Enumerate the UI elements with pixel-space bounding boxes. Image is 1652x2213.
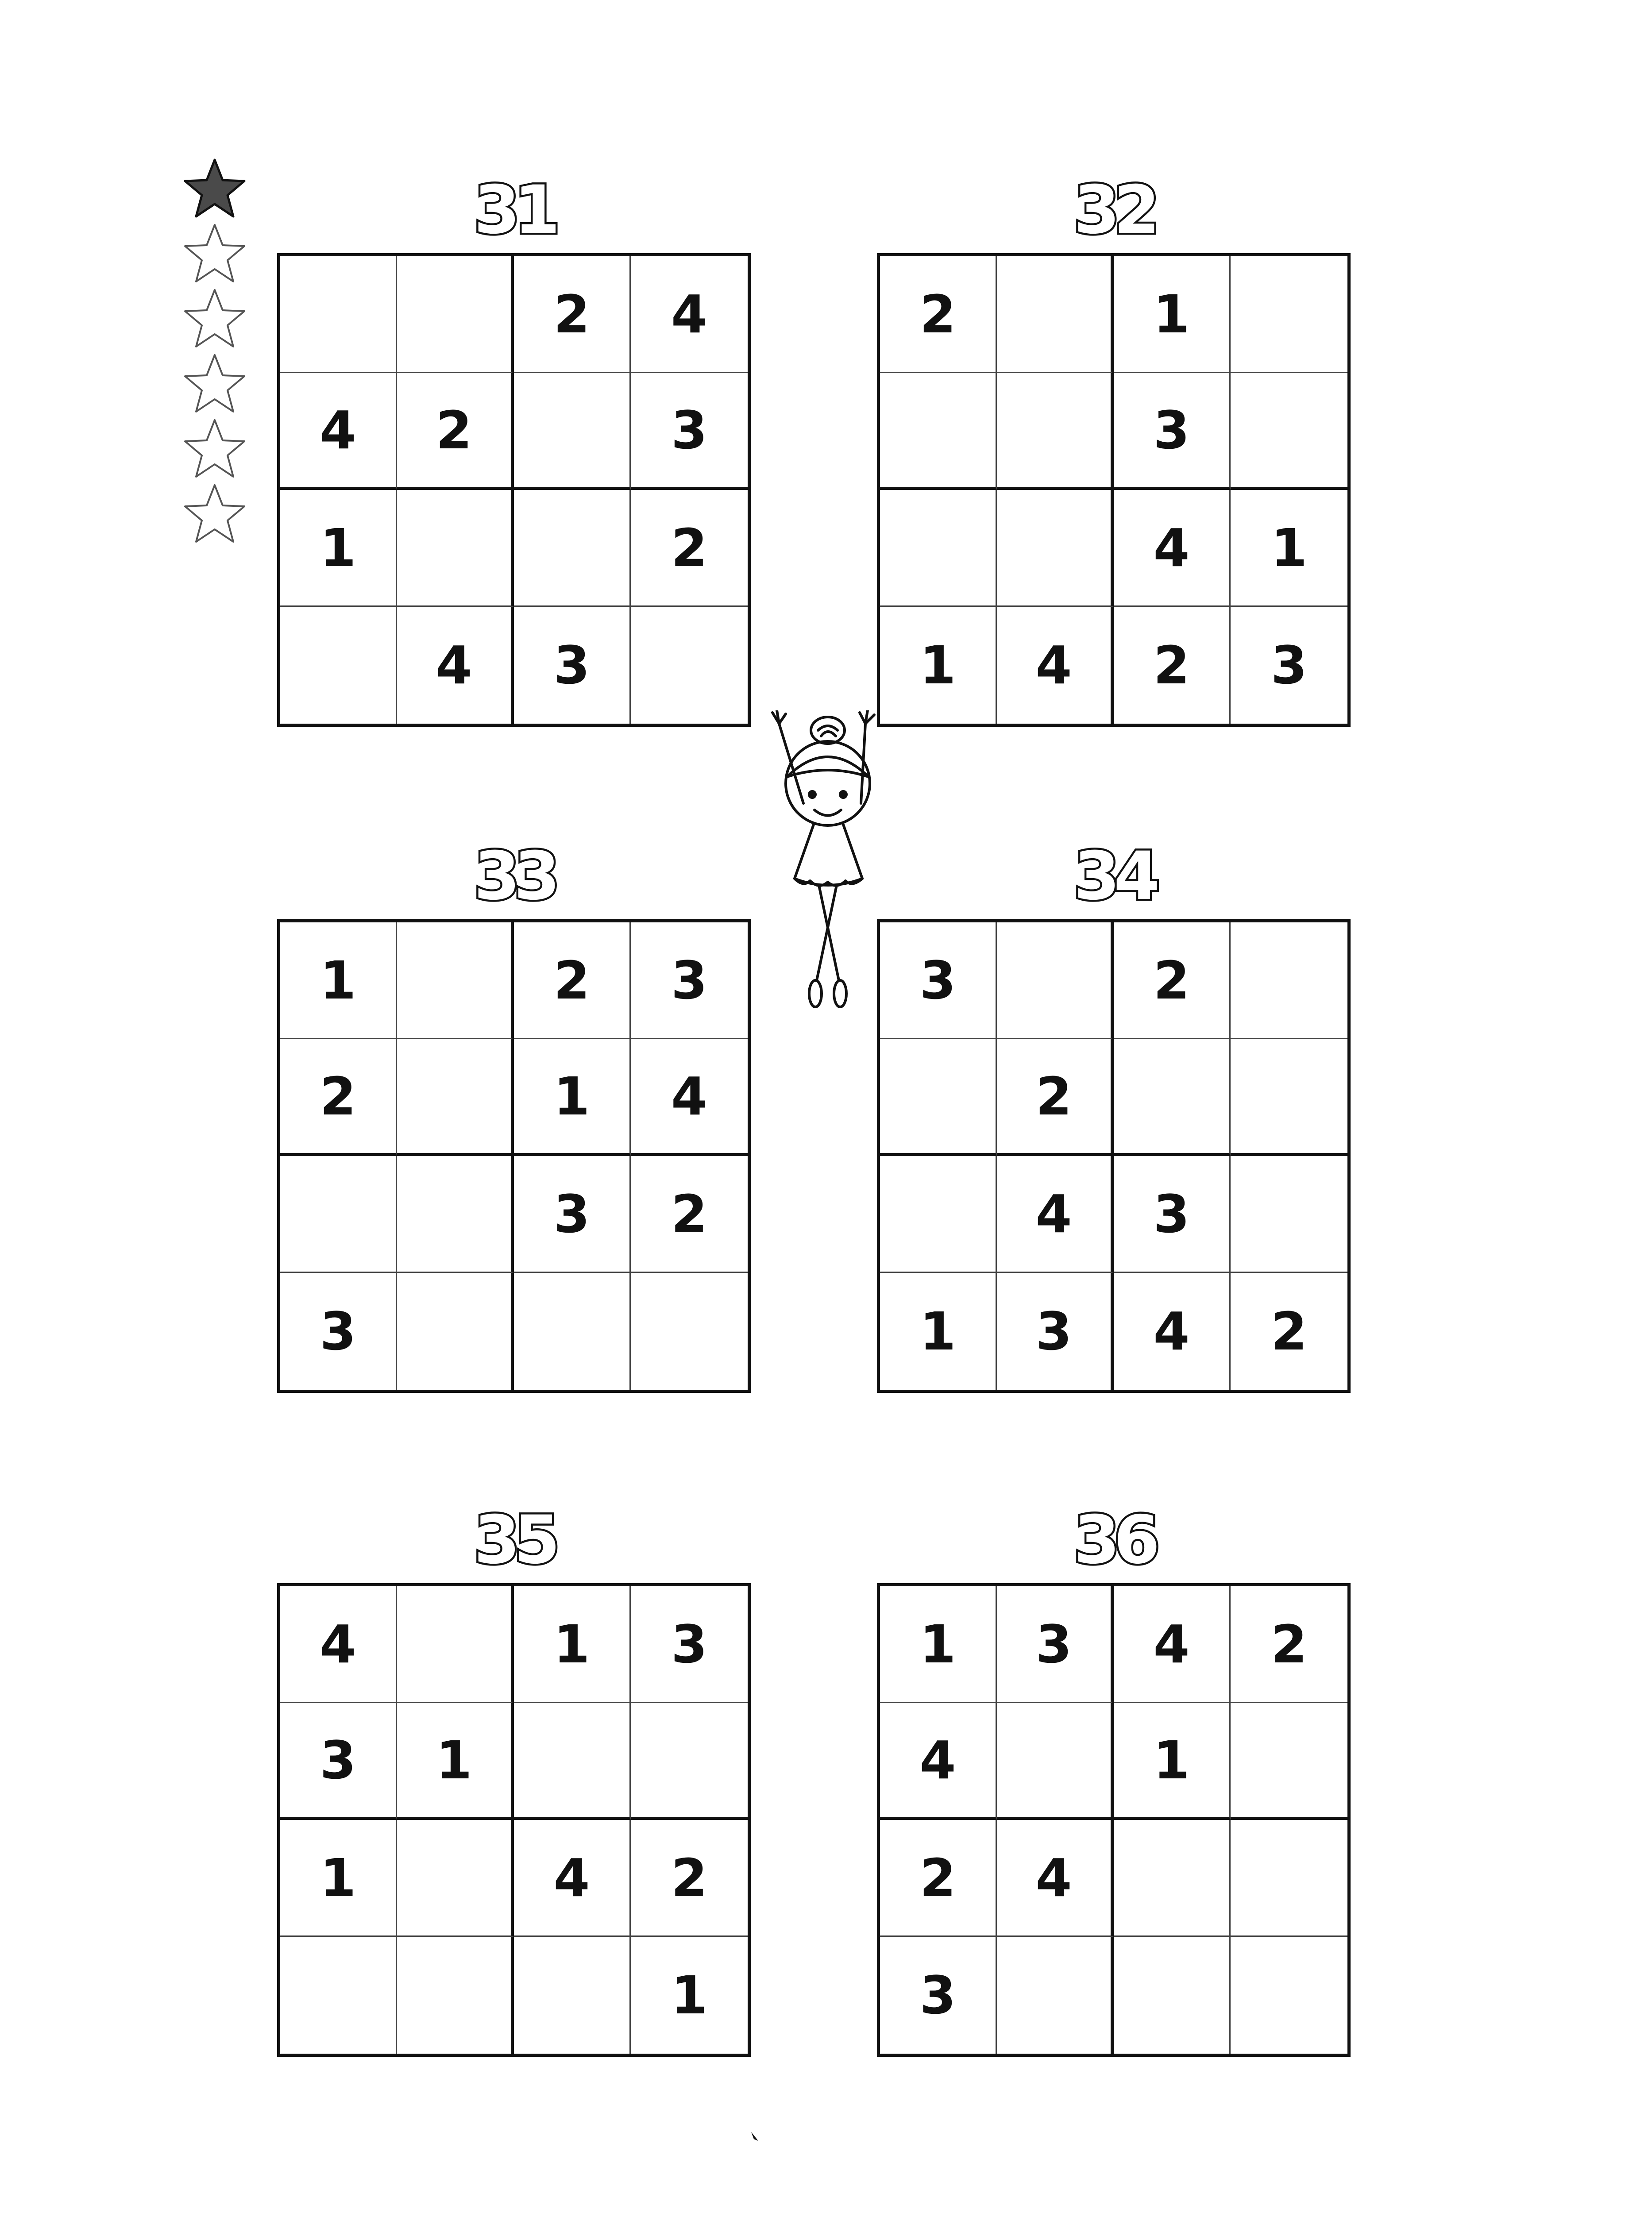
grid-cell[interactable] bbox=[397, 1273, 514, 1390]
grid-cell[interactable]: 4 bbox=[1114, 1586, 1231, 1703]
grid-cell[interactable]: 3 bbox=[631, 373, 748, 490]
difficulty-rating bbox=[181, 157, 252, 547]
grid-cell[interactable]: 2 bbox=[880, 1820, 997, 1937]
grid-cell[interactable] bbox=[631, 607, 748, 724]
grid-cell[interactable]: 2 bbox=[397, 373, 514, 490]
grid-cell[interactable] bbox=[397, 1039, 514, 1156]
star-filled-icon bbox=[181, 157, 248, 221]
grid-cell[interactable] bbox=[1231, 1820, 1347, 1937]
grid-cell[interactable] bbox=[514, 373, 631, 490]
grid-cell[interactable] bbox=[997, 1703, 1114, 1820]
grid-cell[interactable] bbox=[880, 373, 997, 490]
grid-cell[interactable] bbox=[997, 1937, 1114, 2054]
grid-cell[interactable]: 1 bbox=[1114, 256, 1231, 373]
grid-cell[interactable] bbox=[397, 490, 514, 607]
grid-cell[interactable]: 2 bbox=[1231, 1586, 1347, 1703]
grid-cell[interactable]: 4 bbox=[631, 1039, 748, 1156]
puzzle-number: 32 bbox=[1073, 172, 1154, 249]
grid-cell[interactable] bbox=[397, 1937, 514, 2054]
grid-cell[interactable] bbox=[1114, 1039, 1231, 1156]
grid-cell[interactable]: 3 bbox=[997, 1273, 1114, 1390]
grid-cell[interactable]: 4 bbox=[280, 1586, 397, 1703]
grid-cell[interactable]: 2 bbox=[631, 1820, 748, 1937]
grid-cell[interactable]: 3 bbox=[1114, 1156, 1231, 1273]
grid-cell[interactable]: 4 bbox=[997, 1156, 1114, 1273]
grid-cell[interactable] bbox=[514, 1703, 631, 1820]
grid-cell[interactable]: 2 bbox=[280, 1039, 397, 1156]
sudoku-grid bbox=[277, 919, 751, 1393]
grid-cell[interactable] bbox=[397, 256, 514, 373]
grid-cell[interactable]: 2 bbox=[514, 256, 631, 373]
grid-cell[interactable] bbox=[631, 1273, 748, 1390]
grid-cell[interactable]: 1 bbox=[1231, 490, 1347, 607]
grid-cell[interactable]: 2 bbox=[1114, 607, 1231, 724]
grid-cell[interactable] bbox=[631, 1703, 748, 1820]
grid-cell[interactable] bbox=[997, 256, 1114, 373]
grid-cell[interactable]: 1 bbox=[880, 1273, 997, 1390]
grid-cell[interactable] bbox=[1231, 1703, 1347, 1820]
girl-doodle-illustration bbox=[761, 710, 894, 1011]
puzzle-number: 36 bbox=[1073, 1502, 1154, 1579]
grid-cell[interactable]: 4 bbox=[880, 1703, 997, 1820]
puzzle-number: 34 bbox=[1073, 838, 1154, 915]
grid-cell[interactable]: 2 bbox=[631, 490, 748, 607]
grid-cell[interactable] bbox=[997, 922, 1114, 1039]
grid-cell[interactable]: 3 bbox=[880, 1937, 997, 2054]
grid-cell[interactable]: 2 bbox=[880, 256, 997, 373]
grid-cell[interactable] bbox=[514, 1937, 631, 2054]
grid-cell[interactable] bbox=[1231, 1156, 1347, 1273]
grid-cell[interactable]: 1 bbox=[280, 1820, 397, 1937]
grid-cell[interactable]: 3 bbox=[1270, 635, 1308, 696]
grid-cell[interactable] bbox=[280, 1156, 397, 1273]
grid-cell[interactable]: 3 bbox=[1114, 373, 1231, 490]
star-empty-icon bbox=[181, 482, 248, 547]
grid-cell[interactable] bbox=[1231, 256, 1347, 373]
puzzle-number: 33 bbox=[474, 838, 554, 915]
grid-cell[interactable] bbox=[514, 490, 631, 607]
grid-cell[interactable] bbox=[280, 1937, 397, 2054]
grid-cell[interactable]: 4 bbox=[397, 607, 514, 724]
grid-cell[interactable]: 2 bbox=[631, 1156, 748, 1273]
grid-cell[interactable]: 2 bbox=[997, 1039, 1114, 1156]
sudoku-grid bbox=[877, 253, 1351, 727]
grid-cell[interactable] bbox=[880, 1039, 997, 1156]
grid-cell[interactable]: 1 bbox=[397, 1703, 514, 1820]
grid-cell[interactable]: 4 bbox=[514, 1820, 631, 1937]
grid-cell[interactable] bbox=[997, 373, 1114, 490]
grid-cell[interactable]: 1 bbox=[880, 607, 997, 724]
grid-cell[interactable] bbox=[397, 1586, 514, 1703]
sudoku-grid bbox=[277, 253, 751, 727]
grid-cell[interactable]: 1 bbox=[671, 1965, 708, 2026]
grid-cell[interactable]: 1 bbox=[880, 1586, 997, 1703]
grid-cell[interactable] bbox=[1114, 1937, 1231, 2054]
grid-cell[interactable] bbox=[1231, 1937, 1347, 2054]
grid-cell[interactable] bbox=[397, 1820, 514, 1937]
grid-cell[interactable] bbox=[1231, 373, 1347, 490]
star-empty-icon bbox=[181, 352, 248, 416]
grid-cell[interactable]: 3 bbox=[631, 922, 748, 1039]
grid-cell[interactable]: 1 bbox=[1114, 1703, 1231, 1820]
grid-cell[interactable]: 1 bbox=[280, 922, 397, 1039]
sudoku-grid bbox=[877, 919, 1351, 1393]
grid-cell[interactable] bbox=[280, 607, 397, 724]
sudoku-grid bbox=[877, 1583, 1351, 2057]
grid-cell[interactable]: 4 bbox=[997, 1820, 1114, 1937]
star-empty-icon bbox=[181, 222, 248, 286]
grid-cell[interactable] bbox=[397, 1156, 514, 1273]
grid-cell[interactable] bbox=[1114, 1820, 1231, 1937]
grid-cell[interactable]: 4 bbox=[1114, 1273, 1231, 1390]
grid-cell[interactable]: 4 bbox=[631, 256, 748, 373]
grid-cell[interactable] bbox=[880, 490, 997, 607]
grid-cell[interactable]: 3 bbox=[880, 922, 997, 1039]
grid-cell[interactable]: 2 bbox=[514, 922, 631, 1039]
star-empty-icon bbox=[181, 287, 248, 351]
grid-cell[interactable] bbox=[280, 256, 397, 373]
grid-cell[interactable] bbox=[1231, 922, 1347, 1039]
grid-cell[interactable]: 2 bbox=[1270, 1301, 1308, 1362]
grid-cell[interactable] bbox=[997, 490, 1114, 607]
grid-cell[interactable]: 4 bbox=[1114, 490, 1231, 607]
grid-cell[interactable]: 3 bbox=[997, 1586, 1114, 1703]
grid-cell[interactable]: 4 bbox=[997, 607, 1114, 724]
sudoku-grid bbox=[277, 1583, 751, 2057]
puzzle-number: 35 bbox=[474, 1502, 554, 1579]
star-empty-icon bbox=[181, 417, 248, 482]
grid-cell[interactable]: 3 bbox=[514, 607, 631, 724]
grid-cell[interactable]: 3 bbox=[280, 1273, 397, 1390]
grid-cell[interactable] bbox=[514, 1273, 631, 1390]
grid-cell[interactable]: 3 bbox=[280, 1703, 397, 1820]
grid-cell[interactable]: 3 bbox=[631, 1586, 748, 1703]
grid-cell[interactable]: 1 bbox=[514, 1586, 631, 1703]
grid-cell[interactable]: 3 bbox=[514, 1156, 631, 1273]
puzzle-number: 31 bbox=[474, 172, 554, 249]
grid-cell[interactable]: 1 bbox=[280, 490, 397, 607]
grid-cell[interactable] bbox=[880, 1156, 997, 1273]
grid-cell[interactable] bbox=[1231, 1039, 1347, 1156]
stray-mark bbox=[750, 2131, 759, 2143]
grid-cell[interactable] bbox=[397, 922, 514, 1039]
grid-cell[interactable]: 2 bbox=[1114, 922, 1231, 1039]
grid-cell[interactable]: 4 bbox=[280, 373, 397, 490]
grid-cell[interactable]: 1 bbox=[514, 1039, 631, 1156]
